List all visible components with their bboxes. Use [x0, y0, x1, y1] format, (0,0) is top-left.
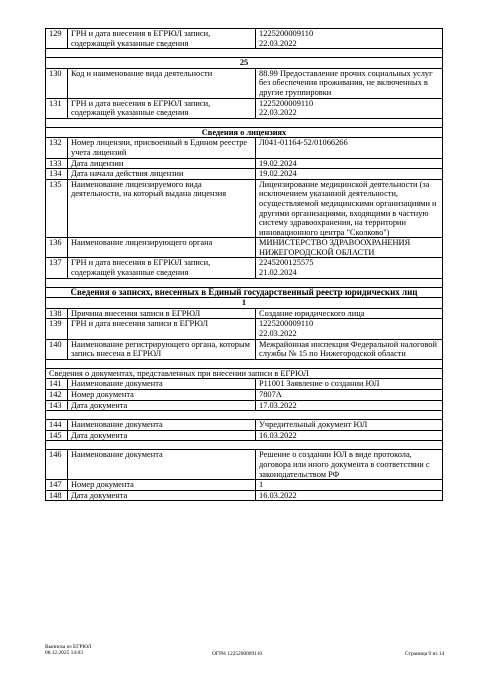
row-field-value: 88.99 Предоставление прочих социальных услуг без обеспечения проживания, не включенных в другие группировки — [256, 68, 443, 98]
row-number: 141 — [46, 379, 68, 390]
row-field-value: Р11001 Заявление о создании ЮЛ — [256, 379, 443, 390]
section-header-records — [46, 287, 443, 298]
row-number: 133 — [46, 158, 68, 169]
row-number: 145 — [46, 430, 68, 441]
row-field-name: ГРН и дата внесения в ЕГРЮЛ записи, содержащей указанные сведения — [68, 29, 256, 49]
row-number: 131 — [46, 98, 68, 118]
row-field-value: Межрайонная инспекция Федеральной налоговой службы № 15 по Нижегородской области — [256, 339, 443, 359]
row-number: 132 — [46, 138, 68, 158]
spacer-cell — [46, 441, 443, 450]
table-row — [46, 339, 443, 359]
table-row — [46, 258, 443, 278]
row-field-name: Номер документа — [68, 480, 256, 491]
row-field-name: Дата документа — [68, 430, 256, 441]
table-row — [46, 490, 443, 501]
section-title: Сведения о документах, представленных при внесении записи в ЕГРЮЛ — [46, 368, 443, 379]
row-number: 129 — [46, 29, 68, 49]
row-field-value: Л041-01164-52/01066266 — [256, 138, 443, 158]
row-field-name: Наименование лицензирующего органа — [68, 238, 256, 258]
row-field-name: Дата начала действия лицензии — [68, 169, 256, 180]
row-field-name: Наименование регистрирующего органа, которым запись внесена в ЕГРЮЛ — [68, 339, 256, 359]
row-field-name: Номер лицензии, присвоенный в Едином реестре учета лицензий — [68, 138, 256, 158]
row-number: 139 — [46, 319, 68, 339]
footer-extract-info — [45, 644, 91, 657]
footer-extract-title: Выписка из ЕГРЮЛ — [45, 644, 92, 650]
row-field-name: ГРН и дата внесения записи в ЕГРЮЛ — [68, 319, 256, 339]
row-field-name: Наименование документа — [68, 379, 256, 390]
row-field-name: ГРН и дата внесения в ЕГРЮЛ записи, содержащей указанные сведения — [68, 98, 256, 118]
footer-extract-datetime: 08.12.2025 14:03 — [45, 650, 83, 657]
section-title: Сведения о записях, внесенных в Единый государственный реестр юридических лиц — [46, 287, 443, 298]
row-field-value: 2245200125575 21.02.2024 — [256, 258, 443, 278]
row-field-name: Дата документа — [68, 490, 256, 501]
table-row — [46, 238, 443, 258]
spacer-row — [46, 411, 443, 420]
row-field-name: Код и наименование вида деятельности — [68, 68, 256, 98]
spacer-cell — [46, 411, 443, 420]
table-row — [46, 450, 443, 480]
row-field-value: 16.03.2022 — [256, 490, 443, 501]
row-field-name: Наименование лицензируемого вида деятельности, на который выдана лицензия — [68, 179, 256, 238]
row-number: 135 — [46, 179, 68, 238]
row-field-value: 1225200009110 22.03.2022 — [256, 98, 443, 118]
table-row — [46, 430, 443, 441]
row-field-value: 19.02.2024 — [256, 169, 443, 180]
section-header-25 — [46, 58, 443, 69]
spacer-row — [46, 359, 443, 368]
section-header-licenses — [46, 127, 443, 138]
row-field-value: 16.03.2022 — [256, 430, 443, 441]
table-row — [46, 138, 443, 158]
row-field-value: 1225200009110 22.03.2022 — [256, 29, 443, 49]
row-field-name: Причина внесения записи в ЕГРЮЛ — [68, 308, 256, 319]
spacer-cell — [46, 49, 443, 58]
row-field-value: 7807А — [256, 390, 443, 401]
row-field-name: ГРН и дата внесения в ЕГРЮЛ записи, содержащей указанные сведения — [68, 258, 256, 278]
row-field-value: Создание юридического лица — [256, 308, 443, 319]
table-row — [46, 169, 443, 180]
row-number: 146 — [46, 450, 68, 480]
row-field-name: Дата документа — [68, 400, 256, 411]
table-row — [46, 29, 443, 49]
table-row — [46, 420, 443, 431]
table-row — [46, 319, 443, 339]
spacer-row — [46, 278, 443, 287]
table-row — [46, 480, 443, 491]
row-number: 138 — [46, 308, 68, 319]
row-number: 148 — [46, 490, 68, 501]
row-number: 143 — [46, 400, 68, 411]
egrul-table-body — [46, 29, 443, 501]
spacer-row — [46, 49, 443, 58]
row-number: 130 — [46, 68, 68, 98]
row-field-name: Номер документа — [68, 390, 256, 401]
row-field-value: 1 — [256, 480, 443, 491]
row-field-value: 17.03.2022 — [256, 400, 443, 411]
egrul-table — [45, 28, 443, 501]
row-number: 134 — [46, 169, 68, 180]
row-field-value: Решение о создании ЮЛ в виде протокола, договора или иного документа в соответствии с законодательством РФ — [256, 450, 443, 480]
spacer-cell — [46, 118, 443, 127]
row-number: 136 — [46, 238, 68, 258]
table-row — [46, 158, 443, 169]
section-header-record-1 — [46, 298, 443, 309]
row-field-value: 1225200009110 22.03.2022 — [256, 319, 443, 339]
row-field-value: 19.02.2024 — [256, 158, 443, 169]
table-row — [46, 390, 443, 401]
section-title: Сведения о лицензиях — [46, 127, 443, 138]
spacer-cell — [46, 278, 443, 287]
row-field-value: Учредительный документ ЮЛ — [256, 420, 443, 431]
footer-page-number: Страница 9 из 14 — [405, 651, 445, 657]
spacer-cell — [46, 359, 443, 368]
row-number: 137 — [46, 258, 68, 278]
row-number: 147 — [46, 480, 68, 491]
row-number: 144 — [46, 420, 68, 431]
footer-ogrn: ОГРН 1225200009110 — [212, 651, 263, 657]
extract-document — [45, 28, 443, 501]
section-title: 1 — [46, 298, 443, 309]
table-row — [46, 379, 443, 390]
row-number: 142 — [46, 390, 68, 401]
row-field-value: МИНИСТЕРСТВО ЗДРАВООХРАНЕНИЯ НИЖЕГОРОДСКОЙ ОБЛАСТИ — [256, 238, 443, 258]
row-number: 140 — [46, 339, 68, 359]
table-row — [46, 68, 443, 98]
table-row — [46, 179, 443, 238]
section-header-documents — [46, 368, 443, 379]
table-row — [46, 308, 443, 319]
row-field-name: Наименование документа — [68, 420, 256, 431]
row-field-value: Лицензирование медицинской деятельности (за исключением указанной деятельности, осуществляемой медицинскими организациями и другими организациями, входящими в частную систему здравоохранения, на территории инновационного центра "Сколково") — [256, 179, 443, 238]
row-field-name: Наименование документа — [68, 450, 256, 480]
table-row — [46, 400, 443, 411]
row-field-name: Дата лицензии — [68, 158, 256, 169]
spacer-row — [46, 441, 443, 450]
spacer-row — [46, 118, 443, 127]
section-title: 25 — [46, 58, 443, 69]
table-row — [46, 98, 443, 118]
